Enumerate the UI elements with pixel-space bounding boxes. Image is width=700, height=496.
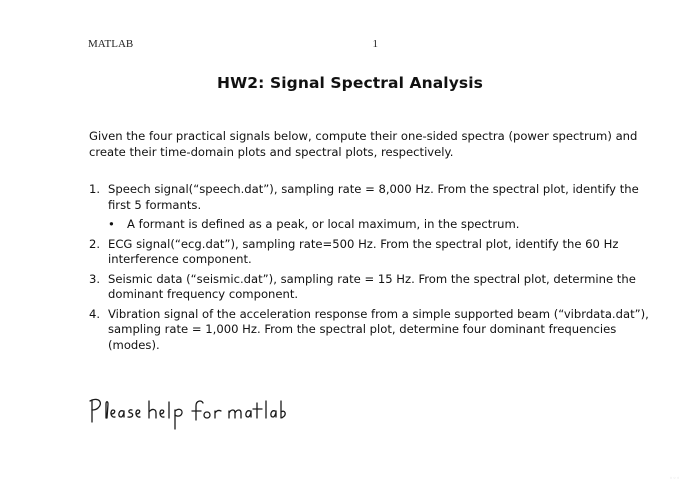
- task-item-1: [89, 182, 649, 233]
- page-number: 1: [372, 38, 378, 50]
- task-number: 4.: [89, 306, 101, 321]
- task-list: [89, 182, 649, 357]
- document-title: HW2: Signal Spectral Analysis: [217, 74, 483, 92]
- header-matlab: MATLAB: [88, 38, 134, 50]
- task-text: Seismic data (“seismic.dat”), sampling rate = 15 Hz. From the spectral plot, determine the dominant frequency component.: [108, 271, 636, 301]
- task-text: Vibration signal of the acceleration response from a simple supported beam (“vibrdata.dat”), sampling rate = 1,000 Hz. From the spectral plot, determine four dominant frequencies (modes).: [108, 306, 649, 352]
- task-item-2: [89, 237, 649, 268]
- task-item-4: [89, 307, 649, 354]
- task-text: Speech signal(“speech.dat”), sampling rate = 8,000 Hz. From the spectral plot, identify the first 5 formants.: [108, 182, 639, 212]
- task-number: 2.: [89, 236, 101, 251]
- task-number: 1.: [89, 182, 101, 196]
- formant-note: [108, 217, 649, 233]
- bullet-icon: •: [108, 217, 115, 231]
- task-item-3: [89, 272, 649, 303]
- watermark-mark: ◦◦◦: [669, 475, 680, 482]
- task-text: ECG signal(“ecg.dat”), sampling rate=500 Hz. From the spectral plot, identify the 60 Hz interference component.: [108, 236, 619, 266]
- intro-paragraph: Given the four practical signals below, compute their one-sided spectra (power spectrum) and create their time-domain plots and spectral plots, respectively.: [89, 129, 638, 159]
- page-header: [88, 38, 378, 50]
- handwritten-note: [86, 392, 286, 446]
- task-number: 3.: [89, 271, 101, 286]
- handwriting-drawing: [86, 392, 286, 442]
- formant-note-text: A formant is defined as a peak, or local maximum, in the spectrum.: [127, 217, 520, 231]
